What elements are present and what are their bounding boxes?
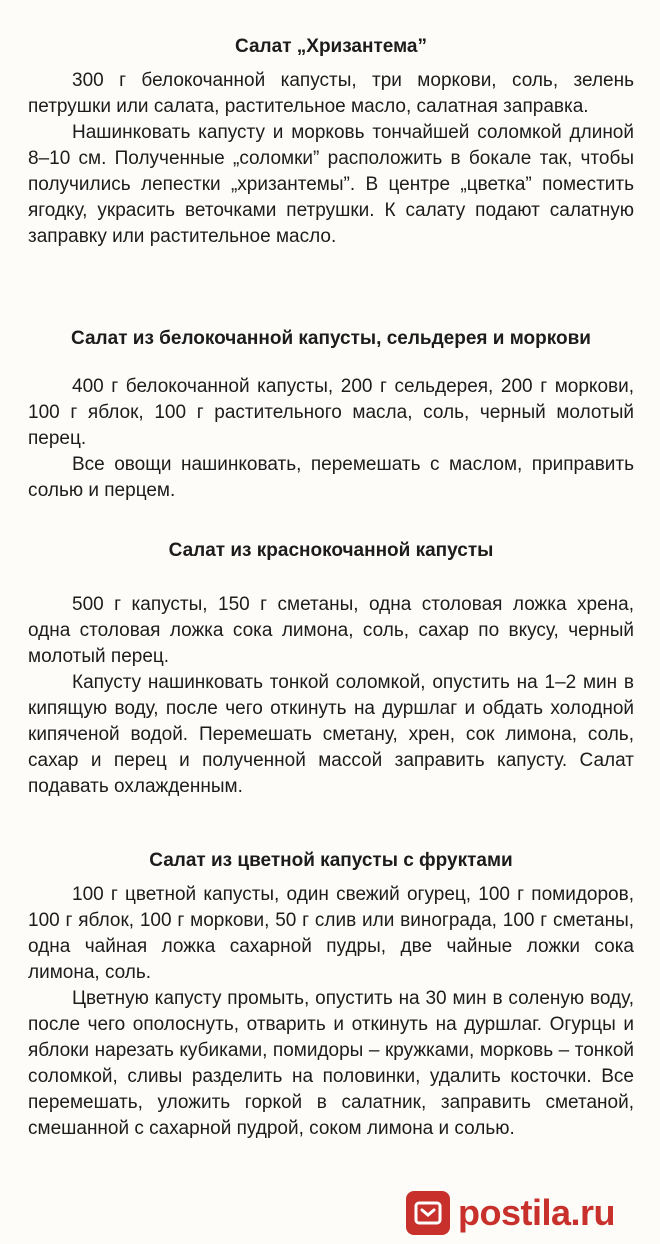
recipe-red-cabbage [28, 538, 634, 800]
postila-logo-icon [406, 1191, 450, 1235]
recipe-ingredients: 400 г белокочанной капусты, 200 г сельдерея, 200 г моркови, 100 г яблок, 100 г растительного масла, соль, черный молотый перец. [28, 376, 634, 449]
recipe-white-cabbage-celery-carrot [28, 326, 634, 504]
recipe-title: Салат из краснокочанной капусты [168, 540, 494, 561]
recipe-cauliflower-fruit [28, 848, 634, 1142]
recipe-title: Салат из белокочанной капусты, сельдерея и моркови [71, 328, 591, 349]
recipe-title: Салат из цветной капусты с фруктами [149, 850, 513, 871]
watermark-text: postila.ru [458, 1192, 616, 1233]
recipe-instructions: Цветную капусту промыть, опустить на 30 мин в соленую воду, после чего ополоснуть, отварить и откинуть на дуршлаг. Огурцы и яблоки нарезать кубиками, помидоры – кружками, морковь – тонкой соломкой, сливы разделить на половинки, удалить косточки. Все перемешать, уложить горкой в салатник, заправить сметаной, смешанной с сахарной пудрой, соком лимона и солью. [28, 988, 634, 1139]
recipe-ingredients: 300 г белокочанной капусты, три моркови, соль, зелень петрушки или салата, растительное масло, салатная заправка. [28, 70, 634, 117]
recipe-chrysanthemum [28, 34, 634, 250]
recipe-title: Салат „Хризантема” [235, 36, 427, 57]
recipe-instructions: Капусту нашинковать тонкой соломкой, опустить на 1–2 мин в кипящую воду, после чего откинуть на дуршлаг и обдать холодной кипяченой водой. Перемешать сметану, хрен, сок лимона, соль, сахар и перец и полученной массой заправить капусту. Салат подавать охлажденным. [28, 672, 634, 797]
watermark [406, 1188, 652, 1238]
recipe-ingredients: 500 г капусты, 150 г сметаны, одна столовая ложка хрена, одна столовая ложка сока лимона, соль, сахар по вкусу, черный молотый перец. [28, 594, 634, 667]
recipe-ingredients: 100 г цветной капусты, один свежий огурец, 100 г помидоров, 100 г яблок, 100 г моркови, 50 г слив или винограда, 100 г сметаны, одна чайная ложка сахарной пудры, две чайные ложки сока лимона, соль. [28, 884, 634, 983]
recipe-instructions: Нашинковать капусту и морковь тончайшей соломкой длиной 8–10 см. Полученные „соломки” расположить в бокале так, чтобы получились лепестки „хризантемы”. В центре „цветка” поместить ягодку, украсить веточками петрушки. К салату подают салатную заправку или растительное масло. [28, 122, 634, 247]
recipe-instructions: Все овощи нашинковать, перемешать с маслом, приправить солью и перцем. [28, 454, 634, 501]
